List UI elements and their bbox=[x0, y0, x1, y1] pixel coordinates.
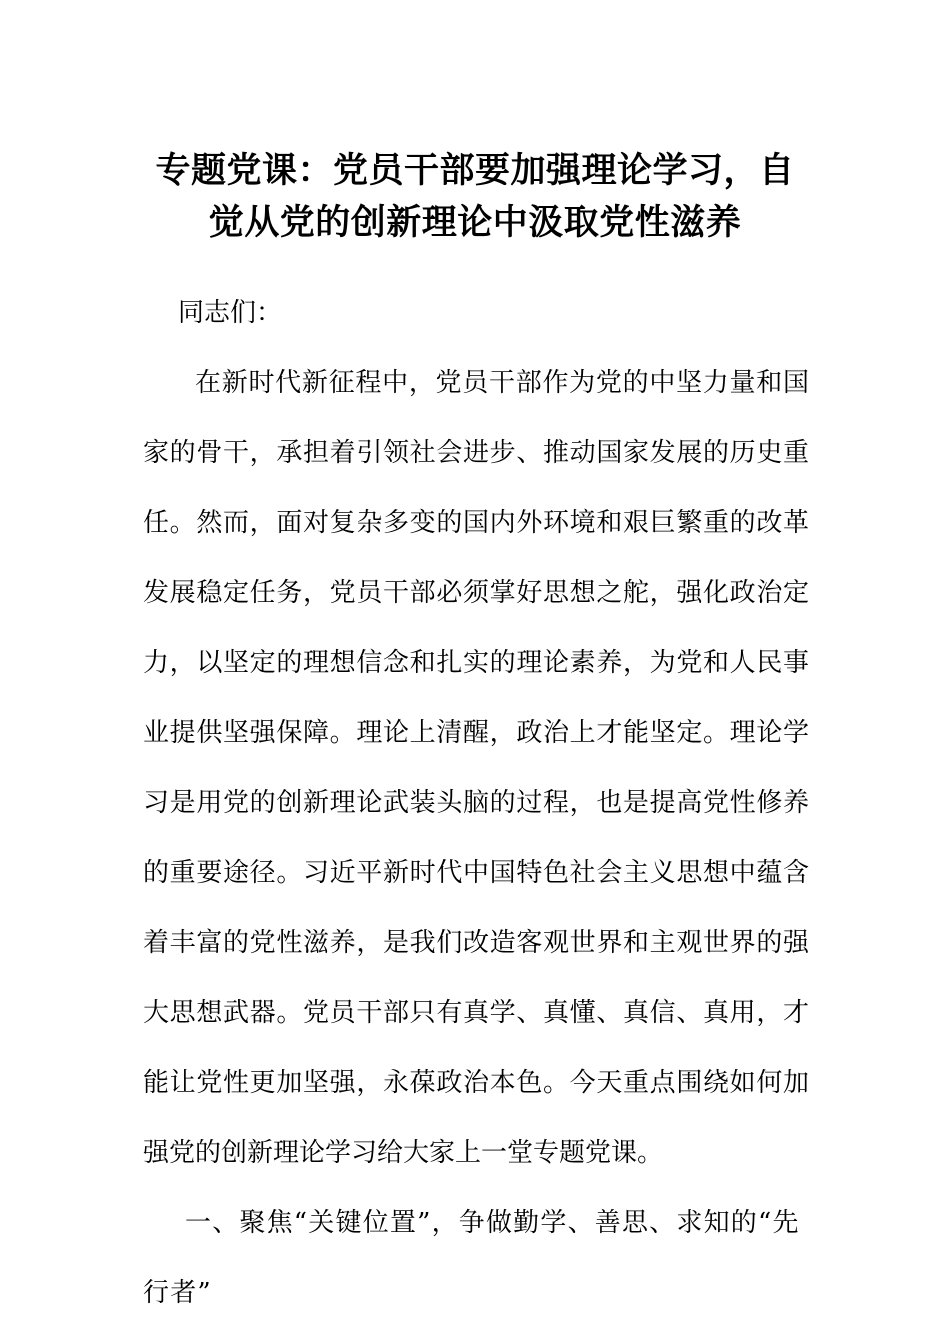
section-heading-1: 一、聚焦“关键位置”，争做勤学、善思、求知的“先行者” bbox=[143, 1208, 800, 1308]
page-title-line-2: 觉从党的创新理论中汲取党性滋养 bbox=[208, 202, 742, 244]
body-paragraph-1: 在新时代新征程中，党员干部作为党的中坚力量和国家的骨干，承担着引领社会进步、推动国家发展的历史重任。然而，面对复杂多变的国内外环境和艰巨繁重的改革发展稳定任务，党员干部必须掌好思想之舵，强化政治定力，以坚定的理想信念和扎实的理论素养，为党和人民事业提供坚强保障。理论上清醒，政治上才能坚定。理论学习是用党的创新理论武装头脑的过程，也是提高党性修养的重要途径。习近平新时代中国特色社会主义思想中蕴含着丰富的党性滋养，是我们改造客观世界和主观世界的强大思想武器。党员干部只有真学、真懂、真信、真用，才能让党性更加坚强，永葆政治本色。今天重点围绕如何加强党的创新理论学习给大家上一堂专题党课。 bbox=[143, 368, 809, 1168]
salutation-line: 同志们： bbox=[178, 298, 283, 328]
page-title-line-1: 专题党课：党员干部要加强理论学习，自 bbox=[155, 150, 795, 192]
page-title bbox=[145, 145, 805, 249]
document-body bbox=[143, 278, 809, 1328]
